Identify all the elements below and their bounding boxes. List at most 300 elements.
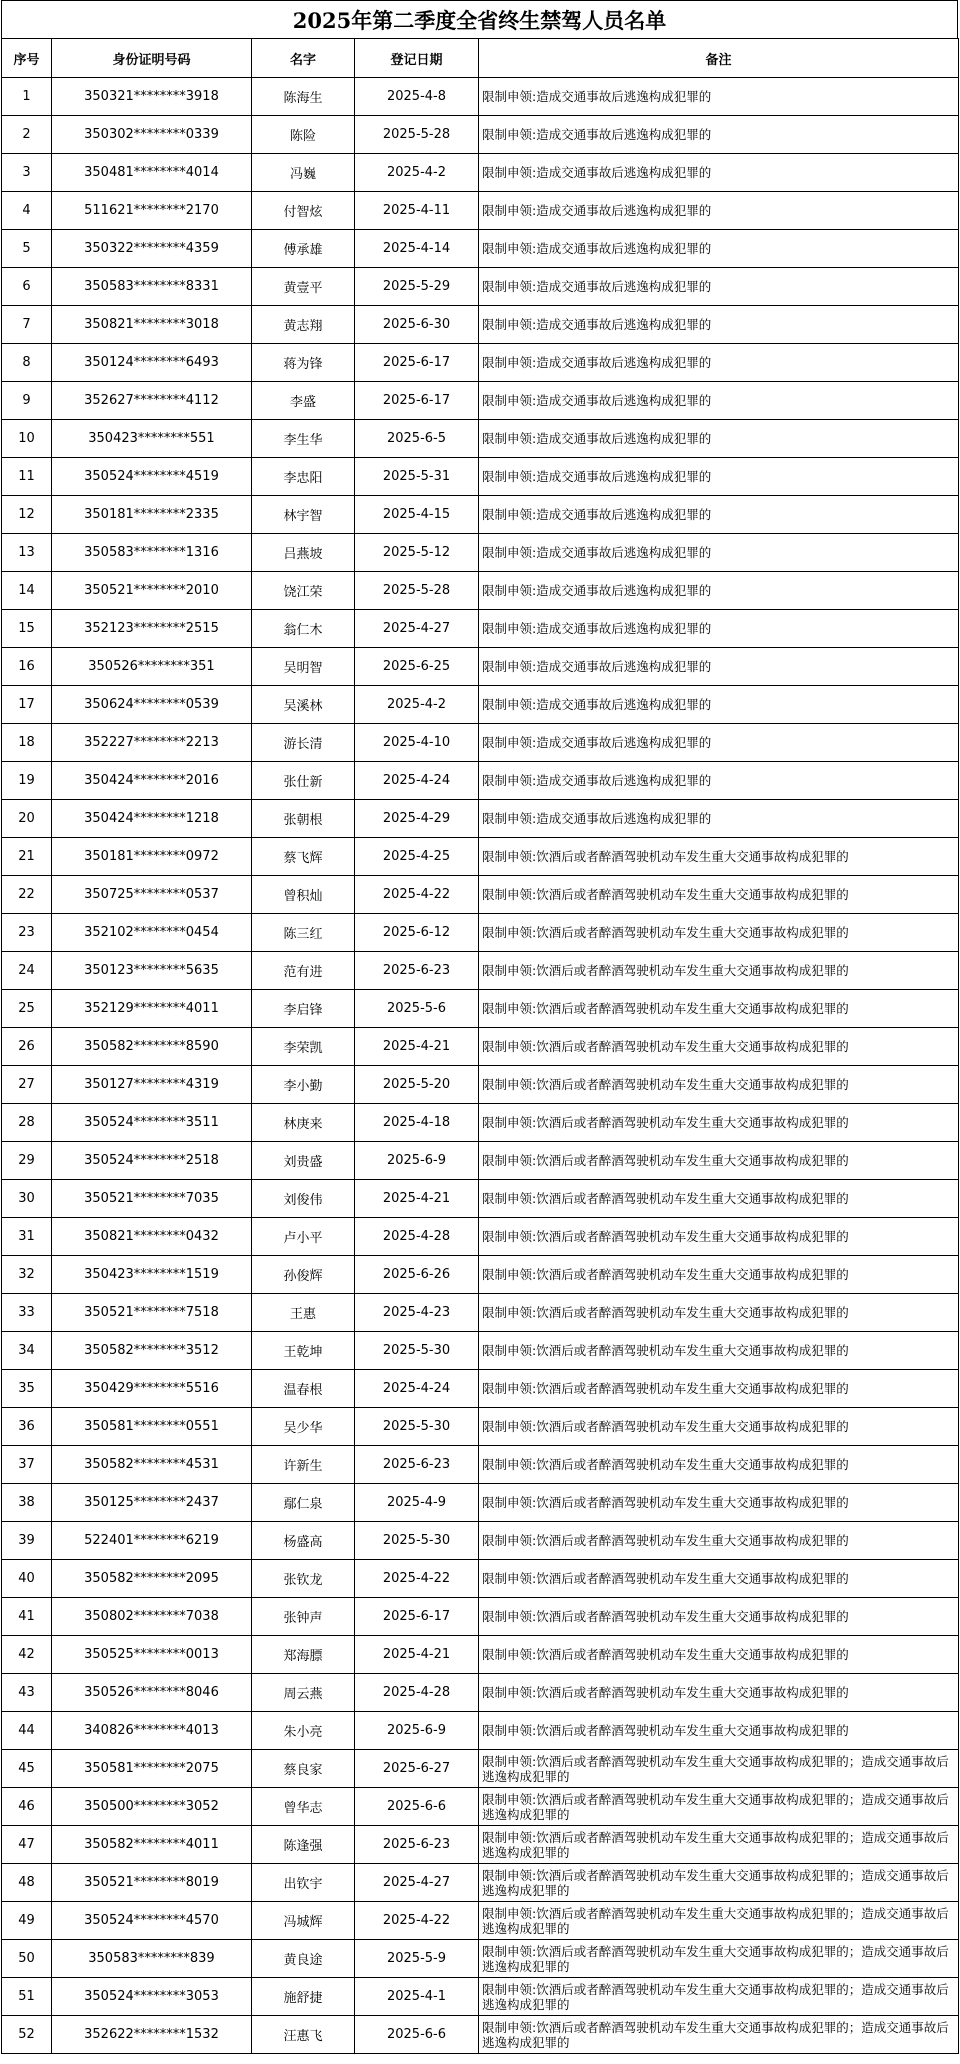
cell-name: 黄良途 (252, 1940, 355, 1978)
cell-register-date: 2025-4-14 (355, 230, 479, 268)
cell-id-number: 350524********2518 (52, 1142, 252, 1180)
table-row (2, 800, 959, 838)
cell-serial: 46 (2, 1788, 52, 1826)
cell-register-date: 2025-6-27 (355, 1750, 479, 1788)
cell-register-date: 2025-4-21 (355, 1636, 479, 1674)
cell-name: 许新生 (252, 1446, 355, 1484)
cell-serial: 39 (2, 1522, 52, 1560)
cell-register-date: 2025-4-10 (355, 724, 479, 762)
table-row (2, 1332, 959, 1370)
cell-register-date: 2025-4-25 (355, 838, 479, 876)
cell-id-number: 352622********1532 (52, 2016, 252, 2054)
table-row (2, 762, 959, 800)
table-row (2, 1598, 959, 1636)
document-sheet (1, 0, 958, 2054)
cell-remarks: 限制申领:饮酒后或者醉酒驾驶机动车发生重大交通事故构成犯罪的 (479, 1142, 959, 1180)
cell-serial: 44 (2, 1712, 52, 1750)
table-row (2, 1712, 959, 1750)
cell-serial: 30 (2, 1180, 52, 1218)
table-row (2, 838, 959, 876)
cell-name: 刘俊伟 (252, 1180, 355, 1218)
cell-remarks: 限制申领:造成交通事故后逃逸构成犯罪的 (479, 116, 959, 154)
cell-name: 朱小亮 (252, 1712, 355, 1750)
table-row (2, 610, 959, 648)
cell-remarks: 限制申领:饮酒后或者醉酒驾驶机动车发生重大交通事故构成犯罪的 (479, 1218, 959, 1256)
cell-serial: 28 (2, 1104, 52, 1142)
cell-name: 付智炫 (252, 192, 355, 230)
cell-id-number: 350583********839 (52, 1940, 252, 1978)
cell-name: 范有进 (252, 952, 355, 990)
cell-serial: 47 (2, 1826, 52, 1864)
cell-name: 蔡良家 (252, 1750, 355, 1788)
cell-id-number: 350582********2095 (52, 1560, 252, 1598)
cell-remarks: 限制申领:造成交通事故后逃逸构成犯罪的 (479, 800, 959, 838)
cell-register-date: 2025-5-6 (355, 990, 479, 1028)
table-row (2, 1028, 959, 1066)
cell-serial: 18 (2, 724, 52, 762)
cell-remarks: 限制申领:饮酒后或者醉酒驾驶机动车发生重大交通事故构成犯罪的；造成交通事故后逃逸构成犯罪的 (479, 1826, 959, 1864)
table-row (2, 876, 959, 914)
cell-remarks: 限制申领:饮酒后或者醉酒驾驶机动车发生重大交通事故构成犯罪的 (479, 1674, 959, 1712)
cell-name: 陈险 (252, 116, 355, 154)
cell-register-date: 2025-5-30 (355, 1408, 479, 1446)
cell-remarks: 限制申领:饮酒后或者醉酒驾驶机动车发生重大交通事故构成犯罪的 (479, 1598, 959, 1636)
table-body (2, 78, 959, 2054)
cell-id-number: 352123********2515 (52, 610, 252, 648)
cell-remarks: 限制申领:造成交通事故后逃逸构成犯罪的 (479, 648, 959, 686)
cell-name: 温春根 (252, 1370, 355, 1408)
cell-register-date: 2025-6-25 (355, 648, 479, 686)
cell-id-number: 350481********4014 (52, 154, 252, 192)
cell-serial: 33 (2, 1294, 52, 1332)
cell-register-date: 2025-4-22 (355, 1560, 479, 1598)
cell-name: 游长清 (252, 724, 355, 762)
cell-remarks: 限制申领:造成交通事故后逃逸构成犯罪的 (479, 306, 959, 344)
cell-serial: 49 (2, 1902, 52, 1940)
cell-id-number: 350424********2016 (52, 762, 252, 800)
cell-serial: 31 (2, 1218, 52, 1256)
cell-serial: 16 (2, 648, 52, 686)
cell-remarks: 限制申领:饮酒后或者醉酒驾驶机动车发生重大交通事故构成犯罪的 (479, 1370, 959, 1408)
cell-serial: 41 (2, 1598, 52, 1636)
cell-register-date: 2025-5-9 (355, 1940, 479, 1978)
table-row (2, 1066, 959, 1104)
cell-register-date: 2025-4-21 (355, 1180, 479, 1218)
table-row (2, 724, 959, 762)
cell-id-number: 350582********4011 (52, 1826, 252, 1864)
cell-register-date: 2025-4-21 (355, 1028, 479, 1066)
cell-name: 周云燕 (252, 1674, 355, 1712)
cell-remarks: 限制申领:造成交通事故后逃逸构成犯罪的 (479, 572, 959, 610)
cell-name: 卢小平 (252, 1218, 355, 1256)
cell-register-date: 2025-5-30 (355, 1522, 479, 1560)
header-register-date: 登记日期 (355, 39, 479, 78)
cell-remarks: 限制申领:饮酒后或者醉酒驾驶机动车发生重大交通事故构成犯罪的 (479, 838, 959, 876)
table-row (2, 914, 959, 952)
cell-serial: 43 (2, 1674, 52, 1712)
header-name: 名字 (252, 39, 355, 78)
cell-serial: 9 (2, 382, 52, 420)
cell-name: 李盛 (252, 382, 355, 420)
table-row (2, 1522, 959, 1560)
table-row (2, 1826, 959, 1864)
cell-register-date: 2025-6-17 (355, 344, 479, 382)
cell-name: 张钦龙 (252, 1560, 355, 1598)
cell-remarks: 限制申领:饮酒后或者醉酒驾驶机动车发生重大交通事故构成犯罪的 (479, 1332, 959, 1370)
table-row (2, 1294, 959, 1332)
cell-remarks: 限制申领:造成交通事故后逃逸构成犯罪的 (479, 458, 959, 496)
header-id-number: 身份证明号码 (52, 39, 252, 78)
cell-id-number: 350127********4319 (52, 1066, 252, 1104)
cell-name: 出钦宇 (252, 1864, 355, 1902)
cell-remarks: 限制申领:饮酒后或者醉酒驾驶机动车发生重大交通事故构成犯罪的；造成交通事故后逃逸构成犯罪的 (479, 1864, 959, 1902)
table-row (2, 1750, 959, 1788)
cell-name: 王乾坤 (252, 1332, 355, 1370)
cell-register-date: 2025-6-17 (355, 382, 479, 420)
cell-register-date: 2025-6-6 (355, 2016, 479, 2054)
cell-id-number: 350423********551 (52, 420, 252, 458)
cell-id-number: 350521********2010 (52, 572, 252, 610)
cell-register-date: 2025-4-2 (355, 154, 479, 192)
cell-register-date: 2025-6-5 (355, 420, 479, 458)
cell-name: 蒋为锋 (252, 344, 355, 382)
cell-name: 曾华志 (252, 1788, 355, 1826)
cell-register-date: 2025-5-28 (355, 116, 479, 154)
cell-remarks: 限制申领:饮酒后或者醉酒驾驶机动车发生重大交通事故构成犯罪的；造成交通事故后逃逸构成犯罪的 (479, 1788, 959, 1826)
cell-name: 曾积灿 (252, 876, 355, 914)
cell-serial: 27 (2, 1066, 52, 1104)
header-remarks: 备注 (479, 39, 959, 78)
cell-id-number: 340826********4013 (52, 1712, 252, 1750)
cell-remarks: 限制申领:饮酒后或者醉酒驾驶机动车发生重大交通事故构成犯罪的 (479, 1104, 959, 1142)
cell-id-number: 522401********6219 (52, 1522, 252, 1560)
cell-name: 汪惠飞 (252, 2016, 355, 2054)
table-row (2, 2016, 959, 2054)
cell-register-date: 2025-4-15 (355, 496, 479, 534)
cell-id-number: 352102********0454 (52, 914, 252, 952)
table-row (2, 534, 959, 572)
cell-register-date: 2025-4-9 (355, 1484, 479, 1522)
cell-register-date: 2025-6-17 (355, 1598, 479, 1636)
cell-register-date: 2025-5-31 (355, 458, 479, 496)
cell-register-date: 2025-4-24 (355, 762, 479, 800)
table-row (2, 382, 959, 420)
table-row (2, 496, 959, 534)
cell-name: 张钟声 (252, 1598, 355, 1636)
cell-serial: 11 (2, 458, 52, 496)
cell-remarks: 限制申领:饮酒后或者醉酒驾驶机动车发生重大交通事故构成犯罪的 (479, 1408, 959, 1446)
cell-serial: 22 (2, 876, 52, 914)
cell-remarks: 限制申领:饮酒后或者醉酒驾驶机动车发生重大交通事故构成犯罪的 (479, 1028, 959, 1066)
cell-name: 李荣凯 (252, 1028, 355, 1066)
cell-remarks: 限制申领:造成交通事故后逃逸构成犯罪的 (479, 78, 959, 116)
cell-serial: 48 (2, 1864, 52, 1902)
cell-name: 吕燕坡 (252, 534, 355, 572)
table-row (2, 1788, 959, 1826)
cell-serial: 37 (2, 1446, 52, 1484)
cell-register-date: 2025-5-28 (355, 572, 479, 610)
cell-remarks: 限制申领:饮酒后或者醉酒驾驶机动车发生重大交通事故构成犯罪的；造成交通事故后逃逸构成犯罪的 (479, 1978, 959, 2016)
cell-id-number: 350424********1218 (52, 800, 252, 838)
table-row (2, 1370, 959, 1408)
banned-drivers-table (1, 38, 959, 2054)
cell-serial: 21 (2, 838, 52, 876)
cell-serial: 2 (2, 116, 52, 154)
cell-serial: 20 (2, 800, 52, 838)
cell-serial: 45 (2, 1750, 52, 1788)
table-row (2, 1674, 959, 1712)
cell-remarks: 限制申领:饮酒后或者醉酒驾驶机动车发生重大交通事故构成犯罪的；造成交通事故后逃逸构成犯罪的 (479, 1902, 959, 1940)
cell-id-number: 350521********7518 (52, 1294, 252, 1332)
cell-remarks: 限制申领:饮酒后或者醉酒驾驶机动车发生重大交通事故构成犯罪的 (479, 876, 959, 914)
cell-id-number: 350524********3053 (52, 1978, 252, 2016)
cell-remarks: 限制申领:造成交通事故后逃逸构成犯罪的 (479, 724, 959, 762)
cell-register-date: 2025-6-12 (355, 914, 479, 952)
table-row (2, 268, 959, 306)
cell-name: 傅承雄 (252, 230, 355, 268)
header-serial: 序号 (2, 39, 52, 78)
table-row (2, 1978, 959, 2016)
cell-register-date: 2025-6-9 (355, 1712, 479, 1750)
cell-id-number: 352627********4112 (52, 382, 252, 420)
cell-id-number: 350524********4570 (52, 1902, 252, 1940)
table-row (2, 306, 959, 344)
cell-name: 陈三红 (252, 914, 355, 952)
page-title: 2025年第二季度全省终生禁驾人员名单 (1, 0, 958, 38)
cell-serial: 4 (2, 192, 52, 230)
table-row (2, 1180, 959, 1218)
cell-serial: 50 (2, 1940, 52, 1978)
cell-id-number: 350125********2437 (52, 1484, 252, 1522)
cell-register-date: 2025-6-30 (355, 306, 479, 344)
cell-remarks: 限制申领:造成交通事故后逃逸构成犯罪的 (479, 762, 959, 800)
table-row (2, 1560, 959, 1598)
cell-remarks: 限制申领:饮酒后或者醉酒驾驶机动车发生重大交通事故构成犯罪的 (479, 1294, 959, 1332)
cell-id-number: 350521********7035 (52, 1180, 252, 1218)
cell-remarks: 限制申领:造成交通事故后逃逸构成犯罪的 (479, 686, 959, 724)
cell-name: 李生华 (252, 420, 355, 458)
cell-name: 冯城辉 (252, 1902, 355, 1940)
cell-register-date: 2025-6-9 (355, 1142, 479, 1180)
cell-name: 黄志翔 (252, 306, 355, 344)
cell-name: 李启锋 (252, 990, 355, 1028)
cell-serial: 40 (2, 1560, 52, 1598)
cell-id-number: 350500********3052 (52, 1788, 252, 1826)
table-header-row (2, 39, 959, 78)
cell-remarks: 限制申领:饮酒后或者醉酒驾驶机动车发生重大交通事故构成犯罪的 (479, 1446, 959, 1484)
cell-id-number: 350821********0432 (52, 1218, 252, 1256)
cell-serial: 1 (2, 78, 52, 116)
cell-name: 林宇智 (252, 496, 355, 534)
cell-name: 林庚来 (252, 1104, 355, 1142)
cell-remarks: 限制申领:饮酒后或者醉酒驾驶机动车发生重大交通事故构成犯罪的 (479, 914, 959, 952)
cell-serial: 25 (2, 990, 52, 1028)
cell-serial: 14 (2, 572, 52, 610)
cell-serial: 29 (2, 1142, 52, 1180)
cell-id-number: 350821********3018 (52, 306, 252, 344)
cell-remarks: 限制申领:造成交通事故后逃逸构成犯罪的 (479, 192, 959, 230)
cell-name: 杨盛高 (252, 1522, 355, 1560)
table-row (2, 1256, 959, 1294)
cell-register-date: 2025-4-27 (355, 1864, 479, 1902)
cell-remarks: 限制申领:造成交通事故后逃逸构成犯罪的 (479, 534, 959, 572)
cell-name: 孙俊辉 (252, 1256, 355, 1294)
table-row (2, 154, 959, 192)
table-row (2, 1446, 959, 1484)
cell-serial: 5 (2, 230, 52, 268)
cell-serial: 51 (2, 1978, 52, 2016)
cell-remarks: 限制申领:造成交通事故后逃逸构成犯罪的 (479, 230, 959, 268)
cell-remarks: 限制申领:饮酒后或者醉酒驾驶机动车发生重大交通事故构成犯罪的 (479, 1712, 959, 1750)
cell-name: 王惠 (252, 1294, 355, 1332)
cell-register-date: 2025-4-18 (355, 1104, 479, 1142)
cell-remarks: 限制申领:造成交通事故后逃逸构成犯罪的 (479, 268, 959, 306)
cell-id-number: 352227********2213 (52, 724, 252, 762)
cell-register-date: 2025-4-2 (355, 686, 479, 724)
cell-id-number: 350321********3918 (52, 78, 252, 116)
cell-serial: 12 (2, 496, 52, 534)
cell-register-date: 2025-4-22 (355, 1902, 479, 1940)
cell-register-date: 2025-6-23 (355, 1826, 479, 1864)
cell-remarks: 限制申领:造成交通事故后逃逸构成犯罪的 (479, 154, 959, 192)
table-row (2, 1484, 959, 1522)
cell-id-number: 350526********351 (52, 648, 252, 686)
cell-serial: 6 (2, 268, 52, 306)
cell-serial: 10 (2, 420, 52, 458)
cell-remarks: 限制申领:饮酒后或者醉酒驾驶机动车发生重大交通事故构成犯罪的 (479, 1484, 959, 1522)
cell-id-number: 350322********4359 (52, 230, 252, 268)
table-row (2, 572, 959, 610)
cell-name: 刘贵盛 (252, 1142, 355, 1180)
cell-remarks: 限制申领:饮酒后或者醉酒驾驶机动车发生重大交通事故构成犯罪的 (479, 1636, 959, 1674)
cell-remarks: 限制申领:饮酒后或者醉酒驾驶机动车发生重大交通事故构成犯罪的 (479, 1256, 959, 1294)
cell-serial: 24 (2, 952, 52, 990)
cell-id-number: 350583********8331 (52, 268, 252, 306)
cell-serial: 42 (2, 1636, 52, 1674)
cell-remarks: 限制申领:饮酒后或者醉酒驾驶机动车发生重大交通事故构成犯罪的 (479, 1180, 959, 1218)
cell-serial: 52 (2, 2016, 52, 2054)
cell-register-date: 2025-4-27 (355, 610, 479, 648)
cell-serial: 32 (2, 1256, 52, 1294)
cell-name: 李忠阳 (252, 458, 355, 496)
cell-id-number: 350123********5635 (52, 952, 252, 990)
cell-id-number: 350181********0972 (52, 838, 252, 876)
cell-register-date: 2025-5-29 (355, 268, 479, 306)
cell-id-number: 511621********2170 (52, 192, 252, 230)
cell-remarks: 限制申领:造成交通事故后逃逸构成犯罪的 (479, 420, 959, 458)
cell-id-number: 350524********3511 (52, 1104, 252, 1142)
cell-register-date: 2025-4-1 (355, 1978, 479, 2016)
cell-name: 郑海膘 (252, 1636, 355, 1674)
table-row (2, 990, 959, 1028)
cell-register-date: 2025-5-30 (355, 1332, 479, 1370)
cell-remarks: 限制申领:造成交通事故后逃逸构成犯罪的 (479, 344, 959, 382)
table-row (2, 458, 959, 496)
cell-remarks: 限制申领:造成交通事故后逃逸构成犯罪的 (479, 496, 959, 534)
cell-register-date: 2025-4-28 (355, 1674, 479, 1712)
cell-id-number: 350624********0539 (52, 686, 252, 724)
cell-serial: 26 (2, 1028, 52, 1066)
cell-id-number: 350302********0339 (52, 116, 252, 154)
cell-register-date: 2025-6-26 (355, 1256, 479, 1294)
cell-id-number: 350583********1316 (52, 534, 252, 572)
cell-register-date: 2025-6-6 (355, 1788, 479, 1826)
table-row (2, 420, 959, 458)
cell-id-number: 350524********4519 (52, 458, 252, 496)
cell-name: 张朝根 (252, 800, 355, 838)
cell-name: 鄢仁泉 (252, 1484, 355, 1522)
table-row (2, 1408, 959, 1446)
cell-register-date: 2025-4-8 (355, 78, 479, 116)
cell-name: 陈海生 (252, 78, 355, 116)
cell-remarks: 限制申领:造成交通事故后逃逸构成犯罪的 (479, 610, 959, 648)
cell-remarks: 限制申领:饮酒后或者醉酒驾驶机动车发生重大交通事故构成犯罪的 (479, 990, 959, 1028)
cell-id-number: 350582********8590 (52, 1028, 252, 1066)
cell-serial: 7 (2, 306, 52, 344)
table-row (2, 686, 959, 724)
cell-name: 吴溪林 (252, 686, 355, 724)
table-row (2, 1636, 959, 1674)
cell-name: 施舒捷 (252, 1978, 355, 2016)
cell-name: 吴明智 (252, 648, 355, 686)
cell-remarks: 限制申领:造成交通事故后逃逸构成犯罪的 (479, 382, 959, 420)
cell-id-number: 350429********5516 (52, 1370, 252, 1408)
cell-id-number: 350802********7038 (52, 1598, 252, 1636)
table-row (2, 952, 959, 990)
cell-remarks: 限制申领:饮酒后或者醉酒驾驶机动车发生重大交通事故构成犯罪的；造成交通事故后逃逸构成犯罪的 (479, 1940, 959, 1978)
cell-serial: 36 (2, 1408, 52, 1446)
cell-serial: 23 (2, 914, 52, 952)
cell-register-date: 2025-4-24 (355, 1370, 479, 1408)
cell-name: 张仕新 (252, 762, 355, 800)
cell-remarks: 限制申领:饮酒后或者醉酒驾驶机动车发生重大交通事故构成犯罪的；造成交通事故后逃逸构成犯罪的 (479, 1750, 959, 1788)
cell-id-number: 352129********4011 (52, 990, 252, 1028)
table-row (2, 230, 959, 268)
cell-name: 陈逢强 (252, 1826, 355, 1864)
cell-register-date: 2025-5-12 (355, 534, 479, 572)
cell-serial: 8 (2, 344, 52, 382)
cell-name: 饶江荣 (252, 572, 355, 610)
table-row (2, 192, 959, 230)
cell-register-date: 2025-4-22 (355, 876, 479, 914)
cell-register-date: 2025-4-11 (355, 192, 479, 230)
cell-name: 吴少华 (252, 1408, 355, 1446)
cell-id-number: 350581********2075 (52, 1750, 252, 1788)
cell-remarks: 限制申领:饮酒后或者醉酒驾驶机动车发生重大交通事故构成犯罪的；造成交通事故后逃逸构成犯罪的 (479, 2016, 959, 2054)
table-row (2, 1142, 959, 1180)
cell-id-number: 350581********0551 (52, 1408, 252, 1446)
cell-register-date: 2025-6-23 (355, 952, 479, 990)
cell-id-number: 350181********2335 (52, 496, 252, 534)
cell-id-number: 350582********4531 (52, 1446, 252, 1484)
cell-id-number: 350582********3512 (52, 1332, 252, 1370)
cell-register-date: 2025-5-20 (355, 1066, 479, 1104)
table-row (2, 1902, 959, 1940)
cell-remarks: 限制申领:饮酒后或者醉酒驾驶机动车发生重大交通事故构成犯罪的 (479, 1522, 959, 1560)
cell-serial: 19 (2, 762, 52, 800)
table-row (2, 1104, 959, 1142)
cell-id-number: 350124********6493 (52, 344, 252, 382)
cell-id-number: 350521********8019 (52, 1864, 252, 1902)
cell-name: 蔡飞辉 (252, 838, 355, 876)
cell-id-number: 350423********1519 (52, 1256, 252, 1294)
cell-serial: 3 (2, 154, 52, 192)
table-row (2, 1218, 959, 1256)
cell-name: 李小勤 (252, 1066, 355, 1104)
table-row (2, 78, 959, 116)
cell-name: 黄壹平 (252, 268, 355, 306)
cell-id-number: 350525********0013 (52, 1636, 252, 1674)
